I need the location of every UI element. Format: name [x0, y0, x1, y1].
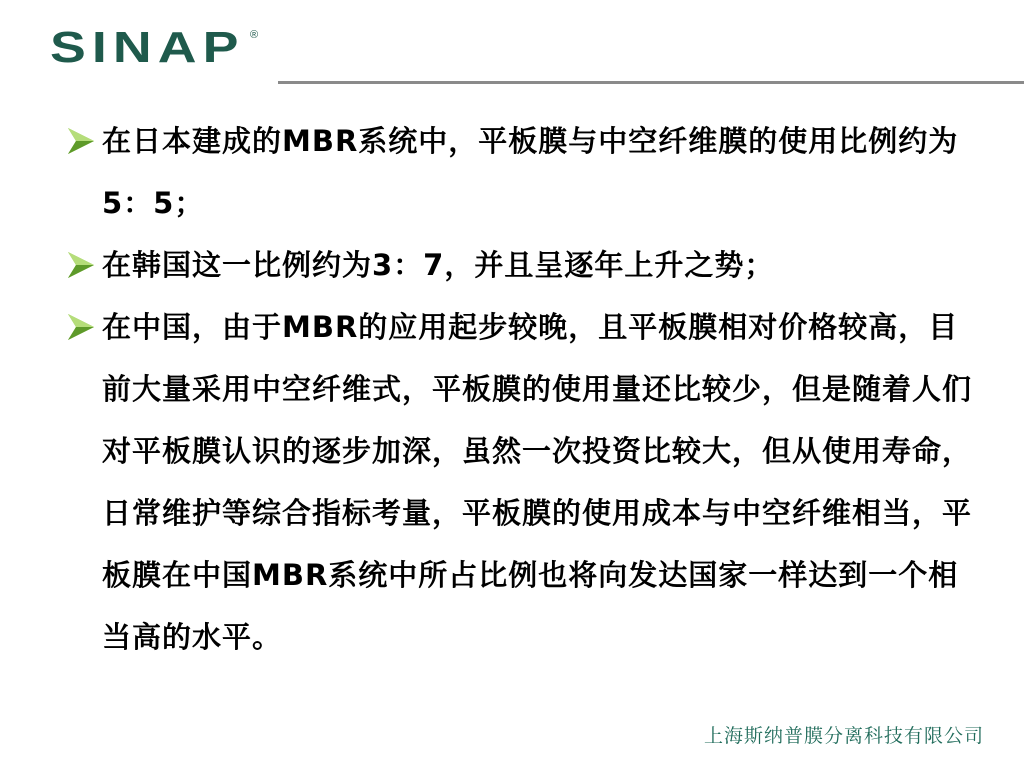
- bullet-text: 在韩国这一比例约为3：7，并且呈逐年上升之势；: [102, 248, 775, 282]
- registered-mark: ®: [250, 29, 259, 41]
- arrow-bullet-icon: [66, 126, 96, 156]
- arrow-bullet-icon: [66, 250, 96, 280]
- bullet-item: [66, 110, 976, 234]
- bullet-item: [66, 234, 976, 296]
- logo-text: SINAP: [50, 23, 245, 72]
- bullet-text: 在中国，由于MBR的应用起步较晚，且平板膜相对价格较高，目前大量采用中空纤维式，平板膜的使用量还比较少，但是随着人们对平板膜认识的逐步加深，虽然一次投资比较大，但从使用寿命，日常维护等综合指标考量，平板膜的使用成本与中空纤维相当，平板膜在中国MBR系统中所占比例也将向发达国家一样达到一个相当高的水平。: [102, 310, 973, 654]
- bullet-text: 在日本建成的MBR系统中，平板膜与中空纤维膜的使用比例约为5：5；: [102, 124, 959, 220]
- arrow-bullet-icon: [66, 312, 96, 342]
- bullet-list: [66, 110, 976, 668]
- sinap-logo: [50, 23, 259, 72]
- company-name: 上海斯纳普膜分离科技有限公司: [703, 725, 984, 747]
- header-divider: [278, 81, 1024, 84]
- bullet-item: [66, 296, 976, 668]
